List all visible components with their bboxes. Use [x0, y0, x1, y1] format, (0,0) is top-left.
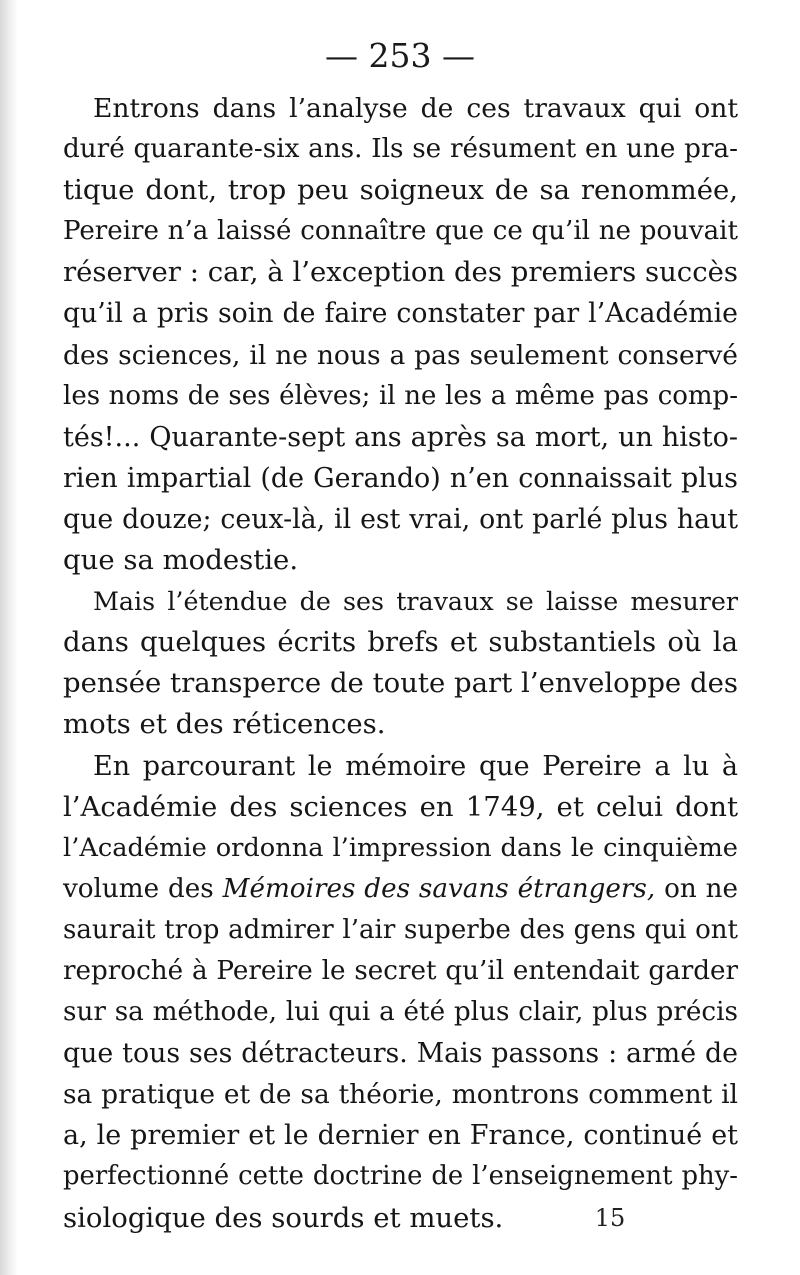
- text-line: réserver : car, à l’exception des premiers succès: [63, 256, 738, 289]
- text-line: rien impartial (de Gerando) n’en connaissait plus: [63, 462, 738, 494]
- text-line: tés!... Quarante-sept ans après sa mort, un histo-: [63, 421, 738, 453]
- italic-title: Mémoires des savans étrangers,: [222, 873, 656, 904]
- text-line: reproché à Pereire le secret qu’il entendait garder: [63, 955, 738, 986]
- text-line: perfectionné cette doctrine de l’enseignement phy-: [63, 1161, 738, 1192]
- binding-shadow: [0, 0, 18, 1275]
- text-run: on ne: [655, 873, 738, 904]
- text-line: Entrons dans l’analyse de ces travaux qui ont: [93, 93, 738, 124]
- signature-mark: 15: [594, 1204, 626, 1232]
- text-line: que douze; ceux-là, il est vrai, ont parlé plus haut: [63, 503, 738, 535]
- text-line: l’Académie ordonna l’impression dans le cinquième: [63, 832, 738, 863]
- text-line: a, le premier et le dernier en France, continué et: [63, 1120, 738, 1152]
- text-line: dans quelques écrits brefs et substantiels où la: [63, 626, 738, 659]
- text-line: des sciences, il ne nous a pas seulement conservé: [63, 339, 738, 371]
- text-run: volume des: [63, 873, 223, 904]
- text-line: mots et des réticences.: [63, 708, 386, 741]
- text-line: Mais l’étendue de ses travaux se laisse mesurer: [93, 586, 738, 617]
- text-line: siologique des sourds et muets.: [63, 1201, 504, 1234]
- text-line: pensée transperce de toute part l’enveloppe des: [63, 667, 738, 700]
- text-line: sa pratique et de sa théorie, montrons comment il: [63, 1079, 738, 1111]
- text-line: que sa modestie.: [63, 544, 299, 577]
- text-line: tique dont, trop peu soigneux de sa renommée,: [63, 174, 738, 207]
- text-line: l’Académie des sciences en 1749, et celui dont: [63, 790, 738, 823]
- text-line: sur sa méthode, lui qui a été plus clair, plus précis: [63, 997, 738, 1028]
- text-line: En parcourant le mémoire que Pereire a lu à: [93, 750, 738, 782]
- text-line: que tous ses détracteurs. Mais passons : armé de: [63, 1038, 738, 1070]
- body-text: [63, 88, 738, 1239]
- page-number: — 253 —: [325, 36, 475, 75]
- text-line: Pereire n’a laissé connaître que ce qu’il ne pouvait: [63, 216, 738, 247]
- text-line: les noms de ses élèves; il ne les a même pas comp-: [63, 380, 738, 411]
- text-line: saurait trop admirer l’air superbe des gens qui ont: [63, 914, 738, 945]
- text-line: duré quarante-six ans. Ils se résument en une pra-: [63, 134, 738, 165]
- text-line-with-italic: [63, 869, 738, 910]
- text-line: qu’il a pris soin de faire constater par l’Académie: [63, 298, 738, 330]
